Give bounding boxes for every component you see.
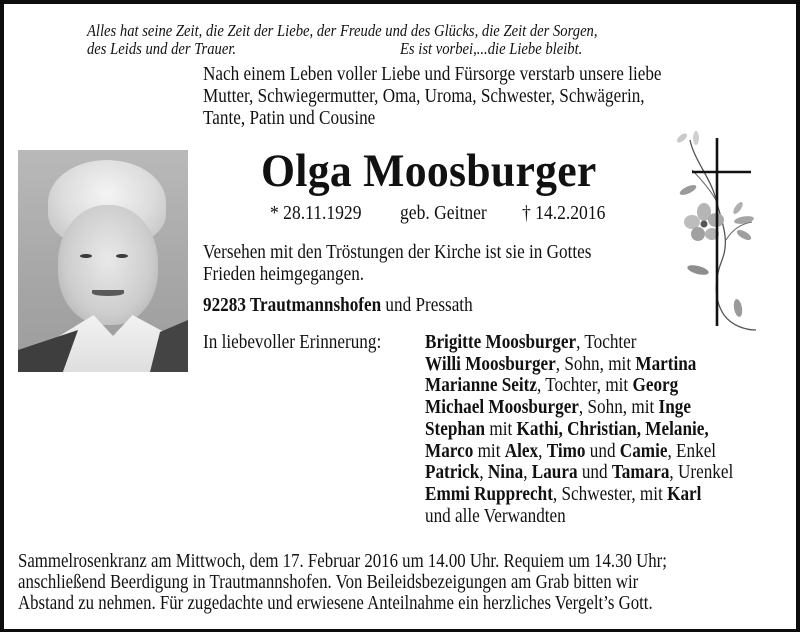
mourner-name: Georg	[632, 375, 679, 397]
mourner-relation: , Schwester, mit	[552, 483, 668, 505]
deceased-name: Olga Moosburger	[261, 145, 597, 197]
intro-line: Nach einem Leben voller Liebe und Fürsorge verstarb unsere liebe	[203, 64, 662, 85]
mourner-name: Alex	[504, 440, 539, 462]
mourner-line	[425, 441, 775, 463]
statement-text: Versehen mit den Tröstungen der Kirche ist sie in Gottes Frieden heimgegangen.	[203, 242, 592, 285]
location-rest: und Pressath	[381, 295, 473, 316]
mourner-relation: ,	[523, 462, 532, 484]
mourner-name: Kathi, Christian, Melanie,	[516, 418, 709, 440]
mourner-relation: , Urenkel	[669, 462, 734, 484]
portrait-photo	[18, 150, 188, 372]
death-date: † 14.2.2016	[522, 203, 606, 224]
mourner-name: Laura	[531, 462, 578, 484]
mourners-label: In liebevoller Erinnerung:	[203, 332, 382, 353]
mourner-name: Inge	[658, 397, 691, 419]
intro-line: Tante, Patin und Cousine	[203, 108, 376, 129]
mourner-name: Brigitte Moosburger	[425, 332, 577, 353]
motto-line-2-left: des Leids und der Trauer.	[87, 39, 237, 58]
mourner-relation: , Sohn, mit	[555, 353, 636, 375]
intro-text	[203, 64, 724, 130]
mourner-line	[425, 354, 775, 376]
mourner-name: Emmi Rupprecht	[425, 483, 553, 505]
footer-line: Abstand zu nehmen. Für zugedachte und erwiesene Anteilnahme ein herzliches Vergelt’s Gott.	[18, 593, 653, 614]
mourner-line	[425, 332, 775, 354]
mourner-relation: , Tochter	[576, 332, 637, 353]
footer-line: anschließend Beerdigung in Trautmannshofen. Von Beileidsbezeigungen am Grab bitten wir	[18, 572, 639, 593]
mourner-name: Marianne Seitz	[425, 375, 537, 397]
mourner-relation: und alle Verwandten	[425, 505, 566, 527]
mourner-relation: und	[585, 440, 620, 462]
mourner-relation: ,	[479, 462, 488, 484]
mourner-relation: , Enkel	[667, 440, 717, 462]
mourner-name: Nina	[487, 462, 524, 484]
mourner-name: Michael Moosburger	[425, 397, 579, 419]
motto-line-1: Alles hat seine Zeit, die Zeit der Liebe, der Freude und des Glücks, die Zeit der Sorgen,	[87, 21, 598, 40]
location-town: 92283 Trautmannshofen	[203, 295, 382, 316]
obituary-notice	[4, 4, 796, 629]
mourner-relation: ,	[538, 440, 547, 462]
birth-date: * 28.11.1929	[270, 203, 362, 224]
mourner-relation: mit	[473, 440, 505, 462]
mourners-list	[425, 332, 775, 527]
mourner-name: Patrick	[425, 462, 480, 484]
mourner-name: Tamara	[611, 462, 670, 484]
mourner-line	[425, 375, 775, 397]
motto-line-2-right: Es ist vorbei,...die Liebe bleibt.	[400, 39, 583, 58]
mourner-line	[425, 484, 775, 506]
mourner-name: Martina	[635, 353, 697, 375]
mourner-name: Willi Moosburger	[425, 353, 556, 375]
mourner-name: Timo	[546, 440, 586, 462]
cross-with-flower-icon	[670, 130, 760, 335]
mourner-name: Karl	[667, 483, 702, 505]
mourner-name: Marco	[425, 440, 474, 462]
mourner-line	[425, 462, 775, 484]
footer-text	[18, 551, 771, 614]
mourner-line	[425, 397, 775, 419]
mourner-line	[425, 506, 775, 528]
mourner-name: Stephan	[425, 418, 486, 440]
mourner-name: Camie	[619, 440, 668, 462]
mourner-relation: und	[577, 462, 612, 484]
maiden-name: geb. Geitner	[400, 203, 487, 224]
mourner-relation: , Sohn, mit	[578, 397, 659, 419]
mourner-relation: mit	[485, 418, 517, 440]
location-line	[203, 295, 509, 317]
mourner-relation: , Tochter, mit	[536, 375, 633, 397]
intro-line: Mutter, Schwiegermutter, Oma, Uroma, Schwester, Schwägerin,	[203, 86, 645, 107]
footer-line: Sammelrosenkranz am Mittwoch, dem 17. Februar 2016 um 14.00 Uhr. Requiem um 14.30 Uhr;	[18, 551, 667, 572]
mourner-line	[425, 419, 775, 441]
